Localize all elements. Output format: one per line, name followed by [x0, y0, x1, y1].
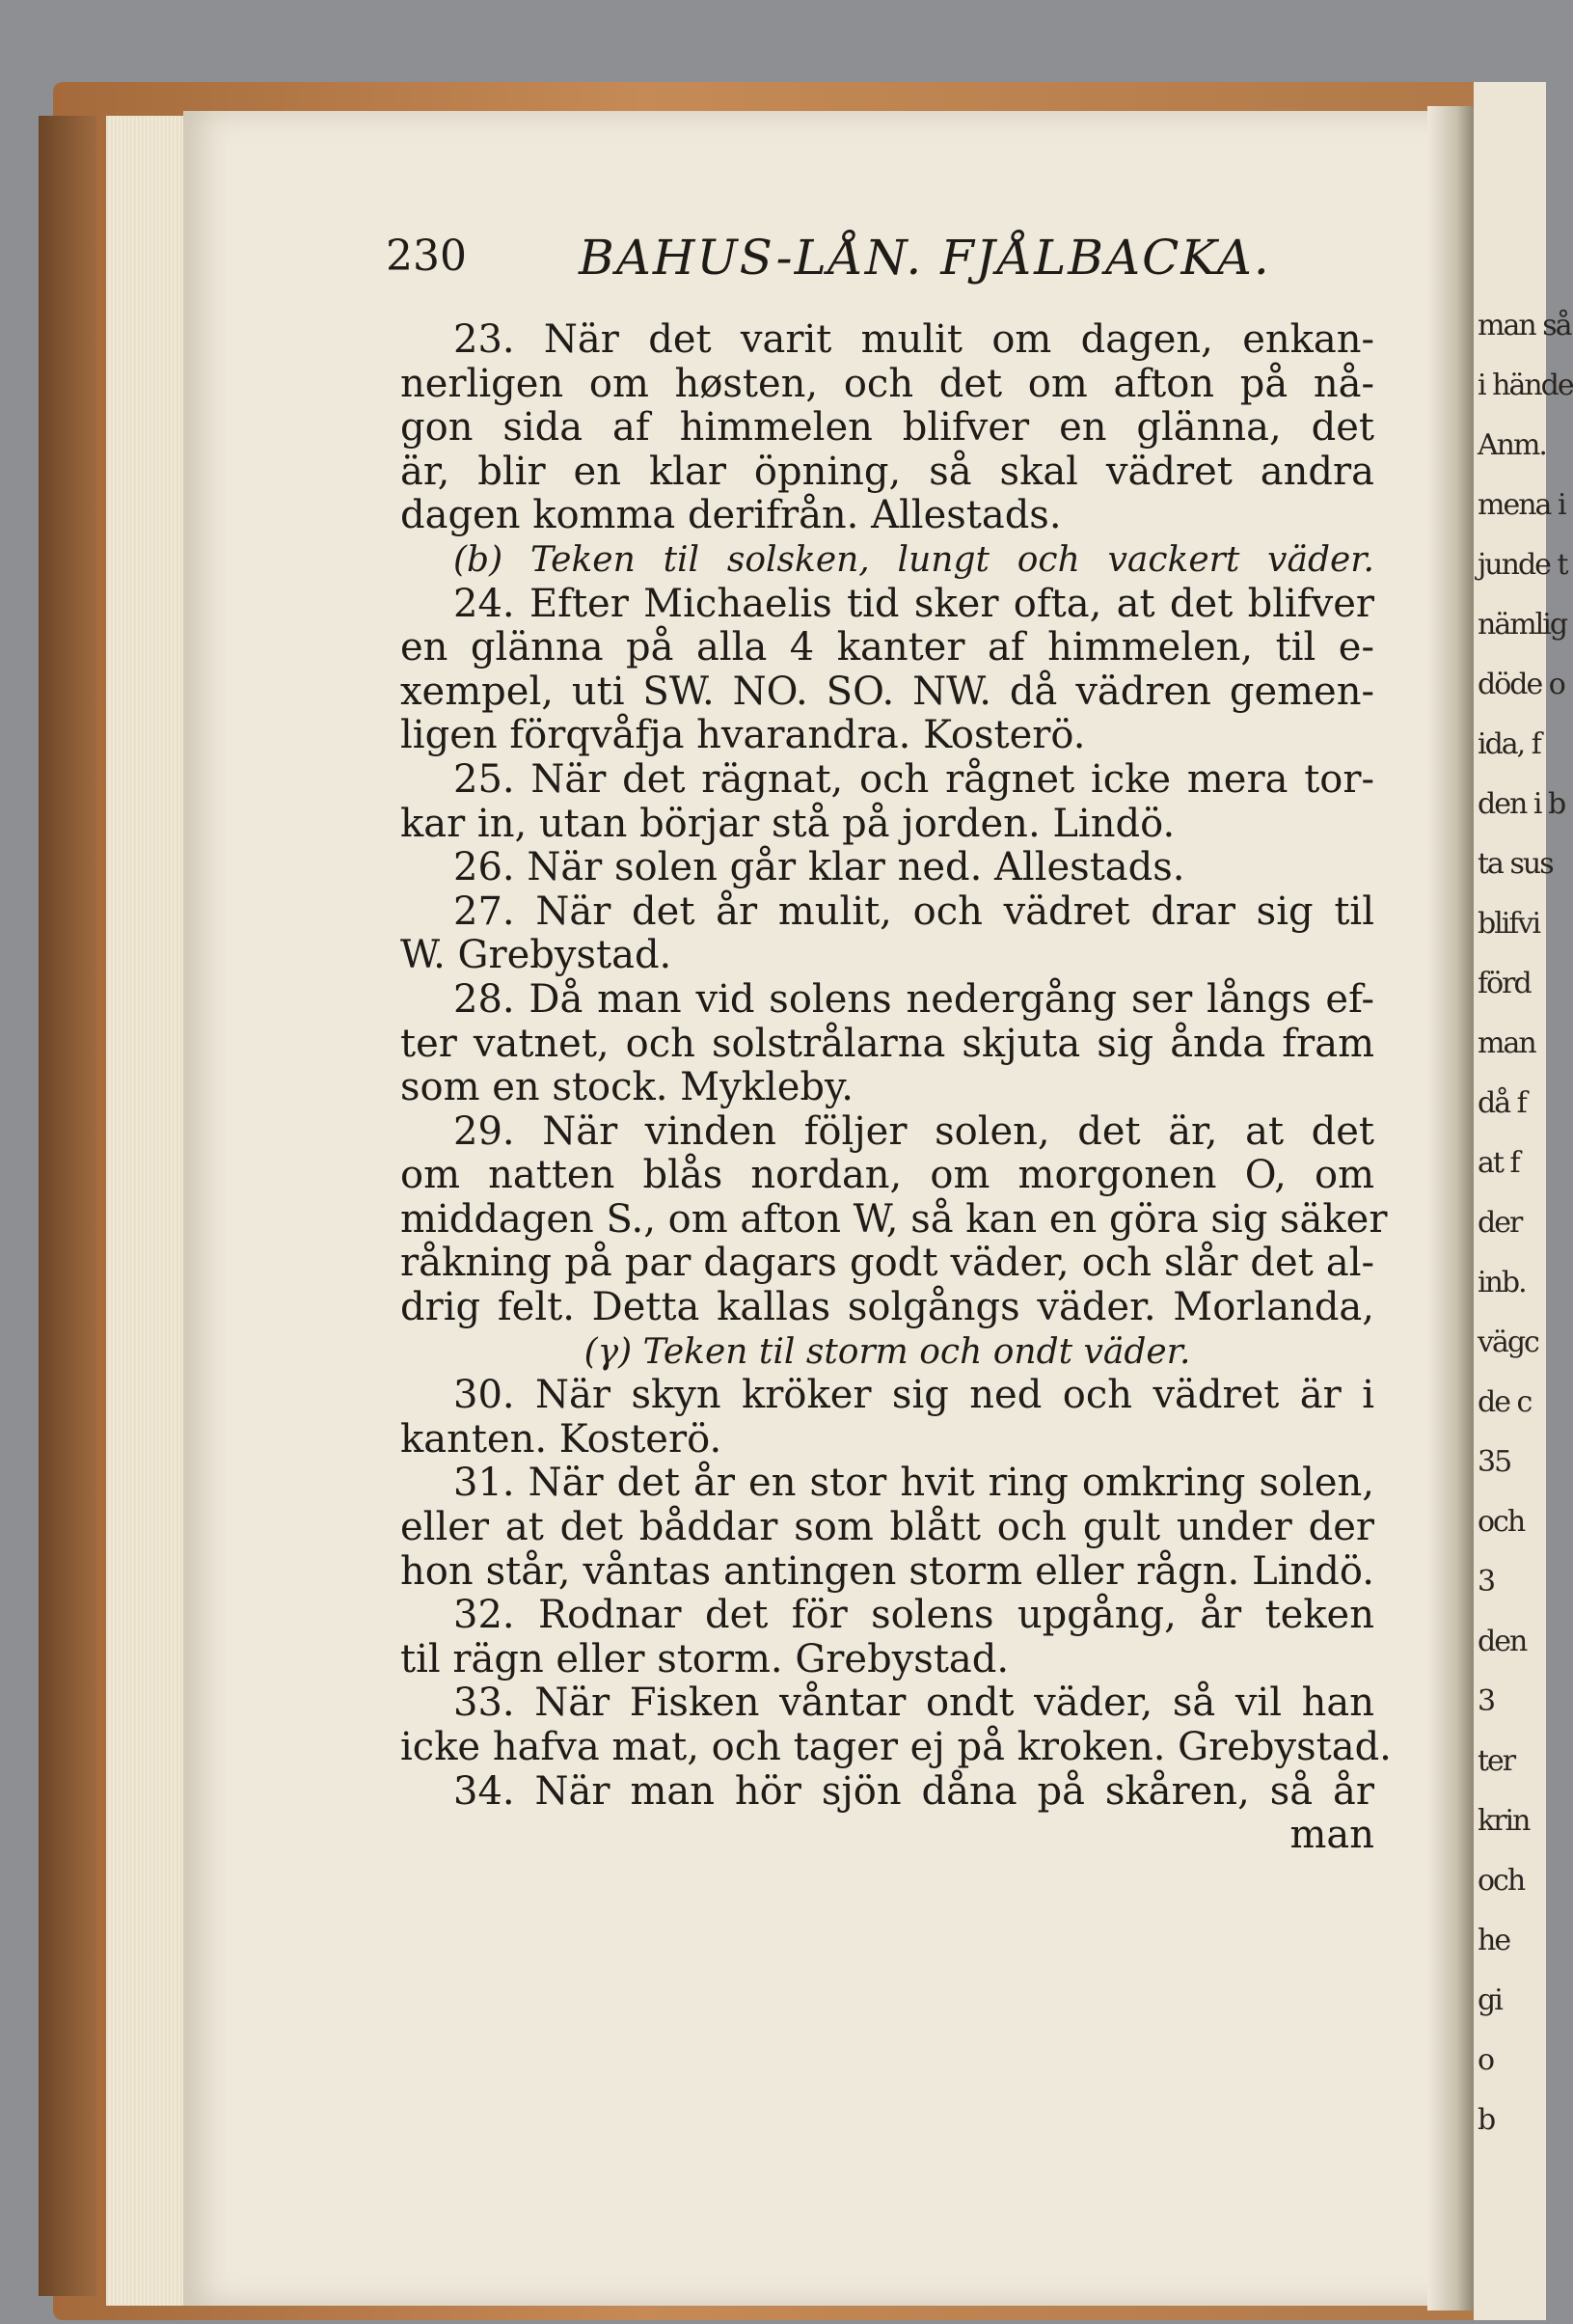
book-gutter	[1427, 106, 1476, 2310]
page-edges	[106, 116, 193, 2306]
text-line: råkning på par dagars godt väder, och slår det al-	[400, 1241, 1374, 1286]
facing-page-fragment: he	[1478, 1924, 1510, 1957]
text-line: är, blir en klar öpning, så skal vädret andra	[400, 449, 1374, 494]
facing-page-fragment: ida, f	[1478, 727, 1540, 761]
text-line: 25. När det rägnat, och rågnet icke mera tor-	[453, 756, 1374, 802]
page-body-text	[400, 317, 1392, 1858]
facing-page-fragment: der	[1478, 1206, 1522, 1240]
text-line: man	[1289, 1813, 1374, 1858]
facing-page-fragment: då f	[1478, 1086, 1526, 1120]
text-line: hon står, våntas antingen storm eller rågn. Lindö.	[400, 1548, 1374, 1594]
facing-page-fragment: den i b	[1478, 787, 1565, 821]
facing-page-fragment: 3	[1478, 1684, 1495, 1718]
text-line: 26. När solen går klar ned. Allestads.	[453, 845, 1185, 890]
facing-page-fragment: at f	[1478, 1146, 1519, 1180]
text-line: en glänna på alla 4 kanter af himmelen, til e-	[400, 625, 1374, 670]
text-line: kar in, utan börjar stå på jorden. Lindö.	[400, 801, 1176, 846]
facing-page-fragment: och	[1478, 1505, 1525, 1539]
facing-page-fragment: gi	[1478, 1983, 1502, 2017]
facing-page-fragment: man så	[1478, 309, 1571, 342]
facing-page-fragment: ta sus	[1478, 847, 1553, 881]
text-line: til rägn eller storm. Grebystad.	[400, 1636, 1010, 1681]
facing-page-fragment: junde t	[1478, 548, 1567, 582]
facing-page-fragment: blifvi	[1478, 907, 1540, 941]
running-head: BAHUS-LÅN. FJÅLBACKA.	[579, 230, 1271, 286]
facing-page-fragment: förd	[1478, 967, 1531, 1000]
facing-page-fragment: krin	[1478, 1804, 1530, 1838]
text-line: drig felt. Detta kallas solgångs väder. Morlanda,	[400, 1285, 1374, 1330]
facing-page-fragment: 35	[1478, 1445, 1511, 1479]
facing-page-fragment: den	[1478, 1625, 1527, 1658]
text-line: 27. När det år mulit, och vädret drar sig til	[453, 889, 1374, 934]
text-line: 34. När man hör sjön dåna på skåren, så år	[453, 1768, 1374, 1814]
text-line: (γ) Teken til storm och ondt väder.	[583, 1331, 1191, 1372]
text-line: dagen komma derifrån. Allestads.	[400, 493, 1062, 538]
facing-page-fragment: vägc	[1478, 1326, 1538, 1359]
text-line: ligen förqvåfja hvarandra. Kosterö.	[400, 713, 1086, 758]
text-line: ter vatnet, och solstrålarna skjuta sig ånda fram	[400, 1021, 1374, 1066]
text-line: 31. När det år en stor hvit ring omkring solen,	[453, 1461, 1374, 1506]
text-line: 28. Då man vid solens nedergång ser långs ef-	[453, 976, 1374, 1022]
text-line: xempel, uti SW. NO. SO. NW. då vädren gemen-	[400, 669, 1374, 714]
text-line: om natten blås nordan, om morgonen O, om	[400, 1153, 1374, 1198]
text-line: gon sida af himmelen blifver en glänna, det	[400, 405, 1374, 451]
text-line: 23. När det varit mulit om dagen, enkan-	[453, 317, 1374, 362]
facing-page-fragment: mena i	[1478, 488, 1565, 522]
facing-page-fragment: nämlig	[1478, 608, 1567, 642]
facing-page-fragment: man	[1478, 1026, 1535, 1060]
text-line: icke hafva mat, och tager ej på kroken. Grebystad.	[400, 1725, 1392, 1769]
text-line: 30. När skyn kröker sig ned och vädret är i	[453, 1373, 1374, 1418]
text-line: W. Grebystad.	[400, 933, 672, 978]
text-line: eller at det båddar som blått och gult under der	[400, 1505, 1374, 1550]
text-line: 24. Efter Michaelis tid sker ofta, at det blifver	[453, 581, 1374, 626]
book-spine-edge	[39, 116, 96, 2296]
page-header	[386, 232, 1447, 299]
facing-page-fragment: 3	[1478, 1565, 1495, 1599]
facing-page-fragment: b	[1478, 2103, 1495, 2137]
text-line: nerligen om høsten, och det om afton på nå-	[400, 361, 1374, 406]
text-line: middagen S., om afton W, så kan en göra sig säker	[400, 1196, 1388, 1242]
facing-page-fragment: Anm.	[1478, 428, 1546, 462]
page-number: 230	[386, 232, 467, 281]
facing-page-fragment: o	[1478, 2043, 1494, 2077]
facing-page-fragment: och	[1478, 1864, 1525, 1898]
text-line: (b) Teken til solsken, lungt och vackert väder.	[453, 539, 1374, 580]
text-line: 32. Rodnar det för solens upgång, år teken	[453, 1593, 1374, 1638]
text-line: kanten. Kosterö.	[400, 1416, 722, 1462]
facing-page-fragment: inb.	[1478, 1266, 1526, 1299]
facing-page-fragment: ter	[1478, 1744, 1515, 1778]
text-line: 33. När Fisken våntar ondt väder, så vil han	[453, 1681, 1374, 1726]
facing-page-fragment: i hände	[1478, 369, 1573, 402]
text-line: som en stock. Mykleby.	[400, 1065, 854, 1110]
facing-page-fragment: de c	[1478, 1385, 1532, 1419]
facing-page-fragment: döde o	[1478, 668, 1564, 701]
facing-page	[1474, 82, 1573, 2320]
text-line: 29. När vinden följer solen, det är, at det	[453, 1108, 1374, 1154]
